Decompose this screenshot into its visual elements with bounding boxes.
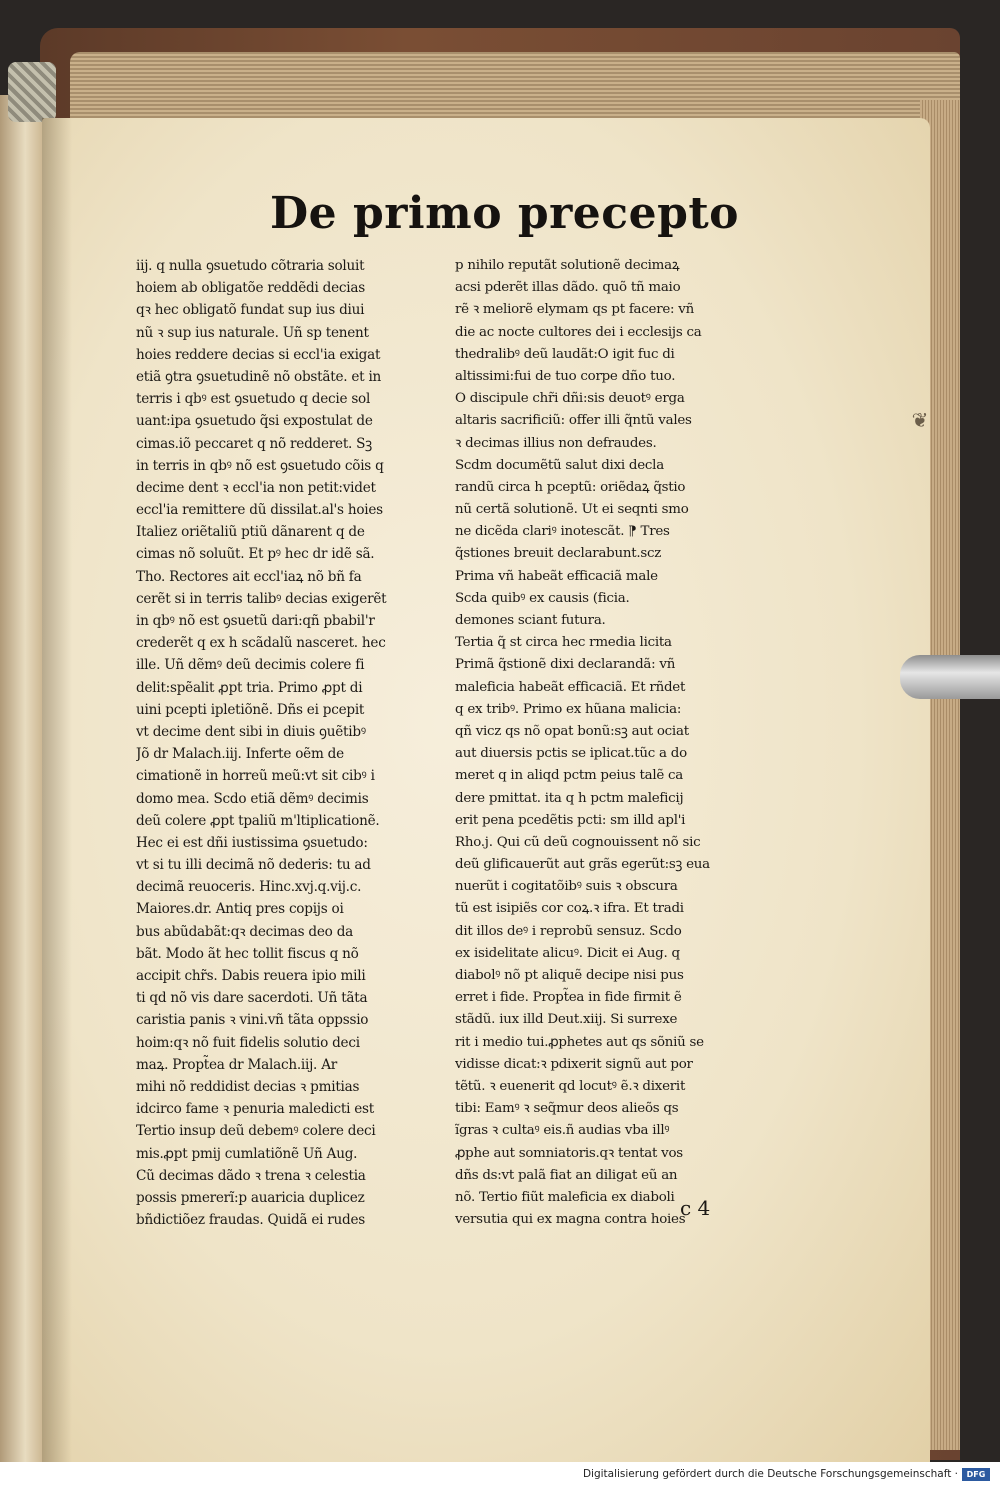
text-line: etiã ꝯtra ꝯsuetudinẽ nõ obstãte. et in <box>136 368 382 385</box>
text-line: diabolꝰ nõ pt aliquẽ decipe nisi pus <box>455 968 684 983</box>
text-column-right <box>455 255 773 1231</box>
text-line: randũ circa h pceptũ: oriẽdaꝝ q̃stio <box>455 479 686 495</box>
text-line: nũ certã solutionẽ. Ut ei seqnti smo <box>455 502 689 518</box>
text-line: vt si tu illi decimã nõ dederis: tu ad <box>136 857 371 874</box>
text-line: vt decime dent sibi in diuis ꝯuẽtibꝰ <box>136 723 366 740</box>
text-line: bñdictiõez fraudas. Quidã ei rudes <box>136 1212 366 1229</box>
text-line: Rho.j. Qui cũ deũ cognouissent nõ sic <box>455 834 701 850</box>
page-block-head-edge <box>70 52 960 122</box>
text-line: dñs ds:vt palã fiat an diligat eũ an <box>455 1167 678 1183</box>
text-line: Tertio insup deũ debemꝰ colere deci <box>136 1123 376 1140</box>
margin-ornament-icon: ❦ <box>911 408 929 432</box>
text-line: Prima vñ habeãt efficaciã male <box>455 568 658 584</box>
text-line: O discipule chr̃i dñi:sis deuotꝰ erga <box>455 391 685 407</box>
text-line: Primã q̃stionẽ dixi declarandã: vñ <box>455 657 676 673</box>
text-line: maleficia habeãt efficaciã. Et rñdet <box>455 679 686 695</box>
facing-page-edge <box>0 95 42 1462</box>
text-line: cimas nõ soluũt. Et pꝰ hec dr idẽ sã. <box>136 546 375 563</box>
text-line: mis.ꝓpt pmij cumlatiõnẽ Uñ Aug. <box>136 1145 358 1162</box>
text-line: domo mea. Scdo etiã dẽmꝰ decimis <box>136 790 369 807</box>
text-line: cimationẽ in horreũ meũ:vt sit cibꝰ i <box>136 768 375 785</box>
text-line: altaris sacrificiũ: offer illi q̃ntũ vales <box>455 413 692 429</box>
text-line: Jõ dr Malach.iij. Inferte oẽm de <box>136 746 344 763</box>
text-line: maꝝ. Propt̃ea dr Malach.iij. Ar <box>136 1056 338 1073</box>
text-line: Maiores.dr. Antiq pres copijs oi <box>136 901 344 918</box>
text-line: demones sciant futura. <box>455 613 606 628</box>
text-line: qñ vicz qs nõ opat bonũ:sꝫ aut ociat <box>455 723 689 739</box>
text-line: q ex tribꝰ. Primo ex hũana malicia: <box>455 701 682 717</box>
text-line: qꝛ hec obligatõ fundat sup ius diui <box>136 302 365 319</box>
text-line: idcirco fame ꝛ penuria maledicti est <box>136 1101 374 1118</box>
text-line: erret i fide. Propt̃ea in fide firmit ẽ <box>455 990 682 1006</box>
text-line: rit i medio tui.ꝓphetes aut qs sõniũ se <box>455 1034 704 1050</box>
text-line: ex isidelitate alicuꝰ. Dicit ei Aug. q <box>455 945 680 961</box>
text-line: Tertia q̃ st circa hec rmedia licita <box>455 635 672 651</box>
text-line: Tho. Rectores ait eccl'iaꝝ nõ bñ fa <box>136 568 362 585</box>
text-line: die ac nocte cultores dei i ecclesijs ca <box>455 324 702 340</box>
text-line: ille. Uñ dẽmꝰ deũ decimis colere fi <box>136 657 365 674</box>
text-line: caristia panis ꝛ vini.vñ tãta oppssio <box>136 1012 369 1029</box>
text-line: aut diuersis pctis se iplicat.tũc a do <box>455 746 687 762</box>
text-line: decime dent ꝛ eccl'ia non petit:videt <box>136 479 376 496</box>
text-line: Scdm documẽtũ salut dixi decla <box>455 457 664 473</box>
text-line: uini pcepti ipletiõnẽ. Dñs ei pcepit <box>136 701 365 718</box>
text-line: uant:ipa ꝯsuetudo q̃si expostulat de <box>136 413 373 430</box>
text-line: bus abũdabãt:qꝛ decimas deo da <box>136 923 353 940</box>
text-line: ĩgras ꝛ cultaꝰ eis.ñ audias vba illꝰ <box>455 1123 670 1139</box>
text-line: hoies reddere decias si eccl'ia exigat <box>136 346 381 363</box>
text-line: Scda quibꝰ ex causis (ficia. <box>455 590 630 606</box>
text-line: tibi: Eamꝰ ꝛ seq̃mur deos alieõs qs <box>455 1101 679 1117</box>
text-line: ꝛ decimas illius non defraudes. <box>455 435 657 451</box>
text-line: hoim:qꝛ nõ fuit fidelis solutio deci <box>136 1034 360 1051</box>
text-line: Hec ei est dñi iustissima ꝯsuetudo: <box>136 834 368 851</box>
running-head: De primo precepto <box>270 188 740 239</box>
text-line: deũ colere ꝓpt tpaliũ m'ltiplicationẽ. <box>136 812 380 829</box>
text-line: eccl'ia remittere dũ dissilat.al's hoies <box>136 502 383 519</box>
text-line: acsi pderẽt illas dãdo. quõ tñ maio <box>455 280 681 296</box>
text-line: erit pena pcedẽtis pcti: sm illd apl'i <box>455 812 686 828</box>
text-line: thedralibꝰ deũ laudãt:O igit fuc di <box>455 346 675 362</box>
text-line: versutia qui ex magna contra hoies <box>455 1212 686 1228</box>
text-line: decimã reuoceris. Hinc.xvj.q.vij.c. <box>136 879 362 896</box>
text-line: hoiem ab obligatõe reddẽdi decias <box>136 280 365 297</box>
text-line: rẽ ꝛ meliorẽ elymam qs pt facere: vñ <box>455 302 694 318</box>
text-line: deũ glificauerũt aut grãs egerũt:sꝫ eua <box>455 857 710 873</box>
text-line: dit illos deꝰ i reprobũ sensuz. Scdo <box>455 923 682 939</box>
text-line: mihi nõ reddidist decias ꝛ pmitias <box>136 1078 360 1095</box>
text-line: nõ. Tertio fiũt maleficia ex diaboli <box>455 1189 675 1205</box>
text-line: cimas.iõ peccaret q nõ redderet. Sꝫ <box>136 435 372 452</box>
text-line: ne dicẽda clariꝰ inotescãt. ⁋ Tres <box>455 524 670 540</box>
text-line: nuerũt i cogitatõibꝰ suis ꝛ obscura <box>455 879 678 895</box>
digitization-footer <box>0 1462 1000 1487</box>
dfg-logo: DFG <box>962 1468 990 1481</box>
text-line: q̃stiones breuit declarabunt.scz <box>455 546 662 562</box>
text-line: bãt. Modo ãt hec tollit fiscus q nõ <box>136 945 359 962</box>
text-line: tẽtũ. ꝛ euenerit qd locutꝰ ẽ.ꝛ dixerit <box>455 1078 686 1094</box>
text-line: vidisse dicat:ꝛ pdixerit signũ aut por <box>455 1056 693 1072</box>
text-line: cerẽt si in terris talibꝰ decias exigerẽt <box>136 590 387 607</box>
text-line: possis pmererĩ:p auaricia duplicez <box>136 1189 365 1206</box>
text-line: tũ est isipiẽs cor coꝝ.ꝛ ifra. Et tradi <box>455 901 684 917</box>
text-line: stãdũ. iux illd Deut.xiij. Si surrexe <box>455 1012 678 1028</box>
text-line: accipit chr̃s. Dabis reuera ipio mili <box>136 968 366 984</box>
text-line: crederẽt q ex h scãdalũ nasceret. hec <box>136 635 386 652</box>
text-line: delit:spẽalit ꝓpt tria. Primo ꝓpt di <box>136 679 363 696</box>
text-line: altissimi:fui de tuo corpe dño tuo. <box>455 368 676 384</box>
text-line: terris i qbꝰ est ꝯsuetudo q decie sol <box>136 391 371 408</box>
text-line: in terris in qbꝰ nõ est ꝯsuetudo cõis q <box>136 457 384 474</box>
footer-credit: Digitalisierung gefördert durch die Deutsche Forschungsgemeinschaft · <box>582 1468 958 1480</box>
book-clasp <box>900 655 1000 699</box>
gutter-shadow <box>42 118 72 1462</box>
text-line: dere pmittat. ita q h pctm maleficij <box>455 790 684 806</box>
signature-mark: c 4 <box>680 1196 711 1220</box>
text-line: meret q in aliqd pctm peius talẽ ca <box>455 768 684 784</box>
text-line: ti qd nõ vis dare sacerdoti. Uñ tãta <box>136 990 368 1007</box>
binding-cord <box>8 62 56 122</box>
text-column-left <box>136 255 456 1231</box>
text-line: Cũ decimas dãdo ꝛ trena ꝛ celestia <box>136 1167 366 1184</box>
text-line: Italiez oriẽtaliũ ptiũ dãnarent q de <box>136 524 365 541</box>
text-line: iij. q nulla ꝯsuetudo cõtraria soluit <box>136 258 365 274</box>
text-line: ꝓphe aut somniatoris.qꝛ tentat vos <box>455 1145 683 1161</box>
text-line: nũ ꝛ sup ius naturale. Uñ sp tenent <box>136 324 369 341</box>
text-line: in qbꝰ nõ est ꝯsuetũ dari:qñ pbabil'r <box>136 613 375 629</box>
text-line: p nihilo reputãt solutionẽ decimaꝝ <box>455 258 680 273</box>
